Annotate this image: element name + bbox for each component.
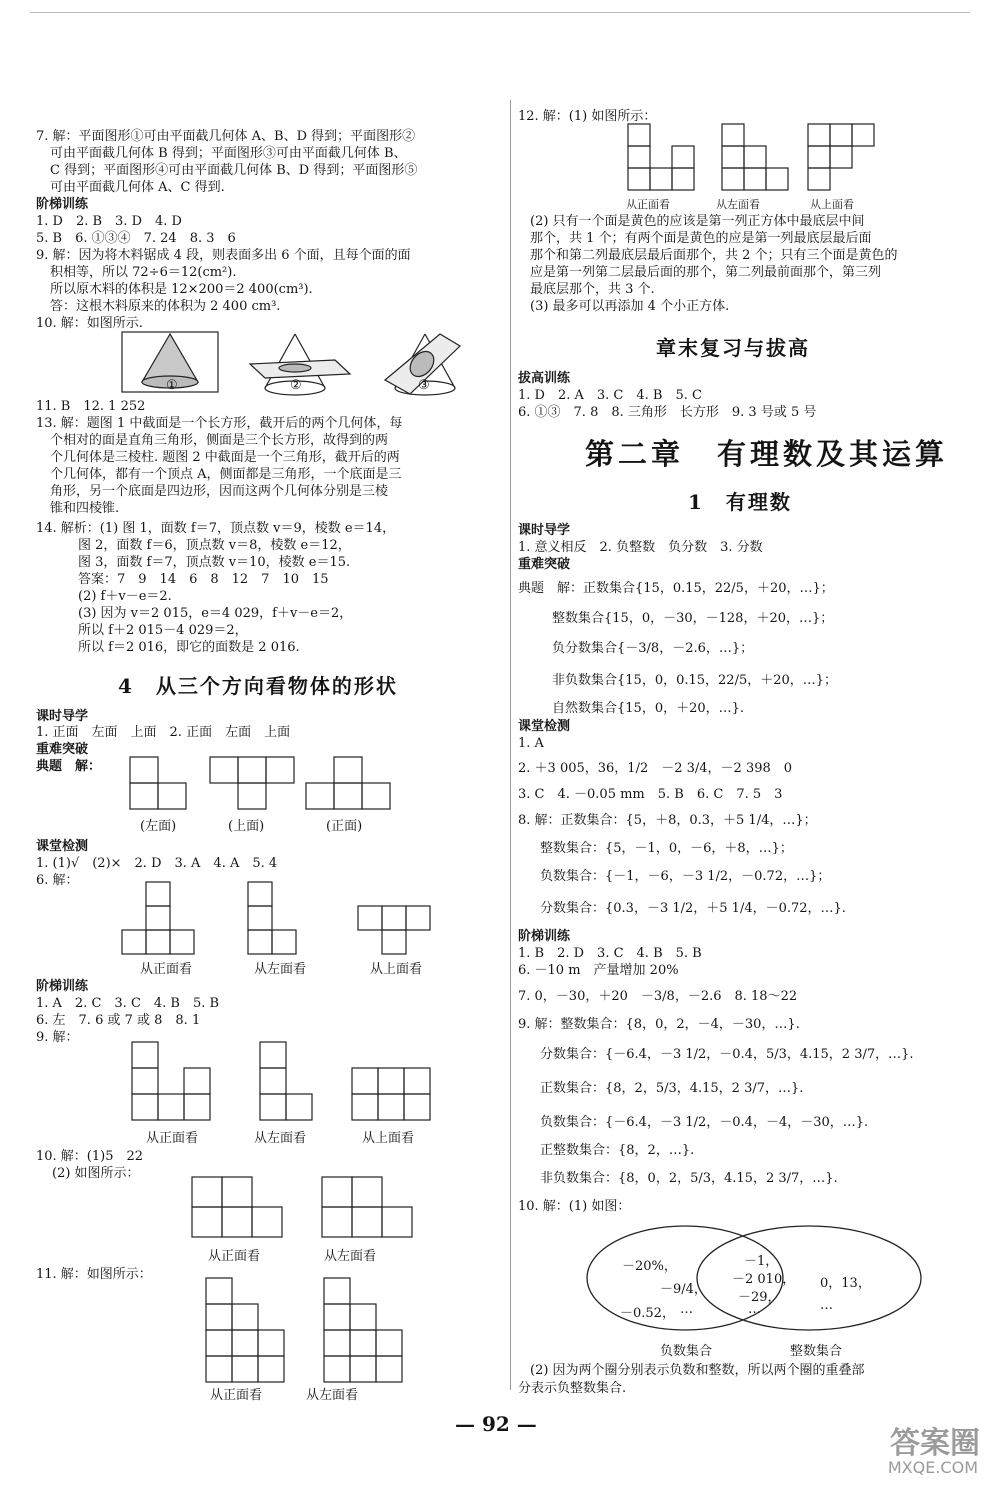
answer-14-line: 答案：7 9 14 6 8 12 7 10 15 bbox=[78, 572, 329, 587]
lesson-guide-answers: 1. 正面 左面 上面 2. 正面 左面 上面 bbox=[36, 725, 291, 740]
caption-left-view: (左面) bbox=[140, 819, 177, 834]
answer-9: 9. 解：因为将木料锯成 4 段，则表面多出 6 个面，且每个面的面 bbox=[36, 248, 411, 263]
answer-13-line: 个几何体，都有一个顶点 A，侧面都是三角形，一个底面是三 bbox=[50, 467, 402, 482]
cone-section-figures bbox=[110, 330, 490, 408]
answer-7-line: C 得到；平面图形④可由平面截几何体 B、D 得到；平面图形⑤ bbox=[50, 163, 418, 178]
fig-label-3: ③ bbox=[418, 378, 430, 393]
venn-label-negative: 负数集合 bbox=[660, 1344, 713, 1359]
answer-14-line: 图 2，面数 f＝6，顶点数 v＝8，棱数 e＝12， bbox=[78, 538, 351, 553]
caption-top: 从上面看 bbox=[370, 962, 423, 977]
answer-13-line: 个几何体是三棱柱. 题图 2 中截面是一个三角形，截开后的两 bbox=[50, 450, 400, 465]
class-test-8-line: 整数集合：{5，－1，0，－6，＋8，…}； bbox=[540, 841, 793, 856]
q9-views bbox=[130, 1040, 440, 1126]
integer-set-ellipse bbox=[697, 1226, 921, 1330]
example-label: 典题 解： bbox=[36, 759, 102, 774]
q12-front bbox=[628, 124, 694, 190]
section-title-1: 1 有理数 bbox=[688, 490, 792, 514]
answer-10: 10. 解：如图所示. bbox=[36, 316, 143, 331]
q12-left bbox=[722, 124, 788, 190]
caption-left: 从左面看 bbox=[716, 198, 760, 211]
answer-9-line: 所以原木料的体积是 12×200＝2 400(cm³). bbox=[50, 282, 313, 297]
example-natural-set: 自然数集合{15，0，＋20，…}. bbox=[552, 701, 745, 716]
section-advanced: 拔高训练 bbox=[518, 371, 571, 386]
q11-front bbox=[206, 1278, 284, 1382]
answer-12: 12. 解：(1) 如图所示： bbox=[518, 109, 657, 124]
ladder-answer-10: 10. 解：(1) 如图： bbox=[518, 1199, 631, 1214]
watermark-url: MXQE.COM bbox=[887, 1458, 978, 1477]
advanced-answers-6-9: 6. ①③ 7. 8 8. 三角形 长方形 9. 3 号或 5 号 bbox=[518, 405, 817, 420]
venn-overlap-item: －29， bbox=[738, 1290, 781, 1305]
caption-front: 从正面看 bbox=[140, 962, 193, 977]
example-integer-set: 整数集合{15，0，－30，－128，＋20，…}； bbox=[552, 611, 834, 626]
view-top-shape bbox=[210, 757, 294, 809]
ladder-answer-6: 6. －10 m 产量增加 20% bbox=[518, 963, 679, 978]
answer-9-line: 答：这根木料原来的体积为 2 400 cm³. bbox=[50, 299, 281, 314]
q12-top bbox=[808, 124, 874, 190]
watermark-logo: 答案圈 bbox=[890, 1426, 980, 1461]
class-test-8-line: 分数集合：{0.3，－3 1/2，＋5 1/4，－0.72，…}. bbox=[540, 901, 846, 916]
caption-left: 从左面看 bbox=[254, 1131, 307, 1146]
q6-top bbox=[358, 906, 430, 954]
answer-13: 13. 解：题图 1 中截面是一个长方形，截开后的两个几何体，每 bbox=[36, 416, 403, 431]
ladder-answer-7-8: 7. 0，－30，＋20 －3/8，－2.6 8. 18～22 bbox=[518, 989, 798, 1004]
answer-13-line: 角形，另一个底面是四边形，因而这两个几何体分别是三棱 bbox=[50, 484, 389, 499]
class-test-1: 1. A bbox=[518, 736, 544, 751]
ladder-10-line: (2) 如图所示： bbox=[52, 1166, 140, 1181]
caption-front: 从正面看 bbox=[626, 198, 670, 211]
q10-front bbox=[192, 1177, 282, 1237]
ladder-answers-6-8: 6. 左 7. 6 或 7 或 8 8. 1 bbox=[36, 1013, 201, 1028]
fig-label-2: ② bbox=[290, 378, 302, 393]
answer-13-line: 锥和四棱锥. bbox=[50, 501, 120, 516]
page-number: — 92 — bbox=[455, 1412, 537, 1436]
review-title: 章末复习与拔高 bbox=[656, 336, 810, 360]
q11-views bbox=[204, 1276, 404, 1384]
class-test-answers: 1. (1)√ (2)× 2. D 3. A 4. A 5. 4 bbox=[36, 856, 278, 871]
venn-label-integer: 整数集合 bbox=[790, 1344, 843, 1359]
chapter-title: 第二章 有理数及其运算 bbox=[585, 437, 949, 471]
caption-top: 从上面看 bbox=[362, 1131, 415, 1146]
q9-top bbox=[352, 1068, 430, 1120]
section-key-points: 重难突破 bbox=[518, 557, 571, 572]
section-class-test: 课堂检测 bbox=[36, 839, 89, 854]
venn-left-item: －9/4， bbox=[660, 1282, 707, 1297]
caption-front-view: (正面) bbox=[326, 819, 363, 834]
class-test-8-line: 负数集合：{－1，－6，－3 1/2，－0.72，…}； bbox=[540, 869, 831, 884]
answer-12-line: (3) 最多可以再添加 4 个小正方体. bbox=[530, 299, 730, 314]
lesson-guide-answers: 1. 意义相反 2. 负整数 负分数 3. 分数 bbox=[518, 540, 763, 555]
q6-front bbox=[122, 882, 194, 954]
q9-front bbox=[132, 1042, 210, 1120]
q6-views bbox=[118, 880, 448, 960]
q10-views bbox=[190, 1175, 430, 1245]
venn-left-item: －20%， bbox=[622, 1259, 677, 1274]
answer-14-line: (3) 因为 v＝2 015，e＝4 029，f＋v－e＝2， bbox=[78, 606, 353, 621]
venn-left-item: －0.52， bbox=[620, 1306, 675, 1321]
answer-9-line: 积相等，所以 72÷6＝12(cm²). bbox=[50, 265, 237, 280]
venn-overlap-item: －2 010， bbox=[732, 1272, 796, 1287]
section-title-4: 4 从三个方向看物体的形状 bbox=[118, 674, 398, 698]
class-test-8: 8. 解：正数集合：{5，＋8，0.3，＋5 1/4，…}； bbox=[518, 813, 817, 828]
answer-12-line: 最底层那个，共 3 个. bbox=[530, 282, 655, 297]
column-divider bbox=[510, 100, 511, 1390]
ladder-answer-10-line: 分表示负整数集合. bbox=[518, 1381, 627, 1396]
ladder-answer-9-line: 负数集合：{－6.4，－3 1/2，－0.4，－4，－30，…}. bbox=[540, 1115, 869, 1130]
answer-7-line: 可由平面截几何体 B 得到；平面图形③可由平面截几何体 B、 bbox=[50, 146, 407, 161]
q9-left bbox=[260, 1042, 312, 1120]
answers-5-8: 5. B 6. ①③④ 7. 24 8. 3 6 bbox=[36, 231, 236, 246]
q6-left bbox=[248, 882, 296, 954]
caption-top-view: (上面) bbox=[228, 819, 265, 834]
section-class-test: 课堂检测 bbox=[518, 719, 571, 734]
ladder-answer-10-line: (2) 因为两个圈分别表示负数和整数，所以两个圈的重叠部 bbox=[530, 1363, 865, 1378]
venn-right-item: 0，13， bbox=[820, 1276, 871, 1291]
section-key-points: 重难突破 bbox=[36, 742, 89, 757]
ladder-11: 11. 解：如图所示： bbox=[36, 1267, 152, 1282]
answer-12-line: 那个和第二列最底层最后面那个，共 2 个；只有三个面是黄色的 bbox=[530, 248, 898, 263]
class-test-6: 6. 解： bbox=[36, 873, 79, 888]
venn-left-item: … bbox=[680, 1302, 693, 1317]
example-negative-fraction-set: 负分数集合{－3/8，－2.6，…}； bbox=[552, 641, 754, 656]
ladder-answer-9: 9. 解：整数集合：{8，0，2，－4，－30，…}. bbox=[518, 1017, 800, 1032]
top-rule bbox=[30, 12, 970, 13]
answer-12-line: (2) 只有一个面是黄色的应该是第一列正方体中最底层中间 bbox=[530, 214, 865, 229]
ladder-answers-1-5: 1. A 2. C 3. C 4. B 5. B bbox=[36, 996, 220, 1011]
section-ladder-training-2: 阶梯训练 bbox=[36, 979, 89, 994]
venn-overlap-item: … bbox=[748, 1302, 761, 1317]
answer-12-line: 那个，共 1 个；有两个面是黄色的应是第一列最底层最后面 bbox=[530, 231, 872, 246]
view-left-shape bbox=[130, 757, 186, 809]
answer-14-line: 图 3，面数 f＝7，顶点数 v＝10，棱数 e＝15. bbox=[78, 555, 351, 570]
caption-front: 从正面看 bbox=[208, 1249, 261, 1264]
example-positive-set: 典题 解：正数集合{15，0.15，22/5，＋20，…}； bbox=[518, 581, 834, 596]
answer-14-line: (2) f＋v－e＝2. bbox=[78, 589, 172, 604]
caption-front: 从正面看 bbox=[146, 1131, 199, 1146]
section-ladder-training: 阶梯训练 bbox=[36, 197, 89, 212]
example-nonnegative-set: 非负数集合{15，0，0.15，22/5，＋20，…}； bbox=[552, 673, 838, 688]
section-ladder-training: 阶梯训练 bbox=[518, 929, 571, 944]
venn-overlap-item: －1， bbox=[744, 1254, 779, 1269]
caption-left: 从左面看 bbox=[306, 1388, 359, 1403]
ladder-answer-9-line: 正数集合：{8，2，5/3，4.15，2 3/7，…}. bbox=[540, 1081, 804, 1096]
q12-views bbox=[626, 122, 886, 196]
caption-left: 从左面看 bbox=[254, 962, 307, 977]
answer-14: 14. 解析：(1) 图 1，面数 f＝7，顶点数 v＝9，棱数 e＝14， bbox=[36, 521, 396, 536]
class-test-3-7: 3. C 4. －0.05 mm 5. B 6. C 7. 5 3 bbox=[518, 787, 783, 802]
answer-14-line: 所以 f＋2 015－4 029＝2， bbox=[78, 623, 248, 638]
example-views bbox=[130, 755, 390, 817]
answer-7: 7. 解：平面图形①可由平面截几何体 A、B、D 得到；平面图形② bbox=[36, 129, 416, 144]
caption-top: 从上面看 bbox=[810, 198, 854, 211]
ladder-9: 9. 解： bbox=[36, 1030, 79, 1045]
advanced-answers-1-5: 1. D 2. A 3. C 4. B 5. C bbox=[518, 388, 702, 403]
answers-11-12: 11. B 12. 1 252 bbox=[36, 399, 146, 414]
answer-12-line: 应是第一列第二层最后面的那个，第二列最前面那个，第三列 bbox=[530, 265, 882, 280]
ladder-answer-9-line: 非负数集合：{8，0，2，5/3，4.15，2 3/7，…}. bbox=[540, 1171, 838, 1186]
answer-14-line: 所以 f＝2 016，即它的面数是 2 016. bbox=[78, 640, 300, 655]
ladder-answers-1-5: 1. B 2. D 3. C 4. B 5. B bbox=[518, 946, 702, 961]
ladder-answer-9-line: 正整数集合：{8，2，…}. bbox=[540, 1143, 695, 1158]
class-test-2: 2. ＋3 005，36，1/2 －2 3/4，－2 398 0 bbox=[518, 761, 793, 776]
answer-7-line: 可由平面截几何体 A、C 得到. bbox=[50, 180, 225, 195]
caption-front: 从正面看 bbox=[210, 1388, 263, 1403]
q11-left bbox=[324, 1278, 402, 1382]
caption-left: 从左面看 bbox=[324, 1249, 377, 1264]
fig-label-1: ① bbox=[166, 378, 178, 393]
answers-1-4: 1. D 2. B 3. D 4. D bbox=[36, 214, 182, 229]
venn-right-item: … bbox=[820, 1298, 833, 1313]
answer-13-line: 个相对的面是直角三角形，侧面是三个长方形，故得到的两 bbox=[50, 433, 389, 448]
ladder-10: 10. 解：(1)5 22 bbox=[36, 1149, 144, 1164]
q10-left bbox=[322, 1177, 412, 1237]
view-front-shape bbox=[306, 757, 390, 809]
section-lesson-guide: 课时导学 bbox=[36, 709, 89, 724]
section-lesson-guide: 课时导学 bbox=[518, 523, 571, 538]
ladder-answer-9-line: 分数集合：{－6.4，－3 1/2，－0.4，5/3，4.15，2 3/7，…}. bbox=[540, 1047, 914, 1062]
